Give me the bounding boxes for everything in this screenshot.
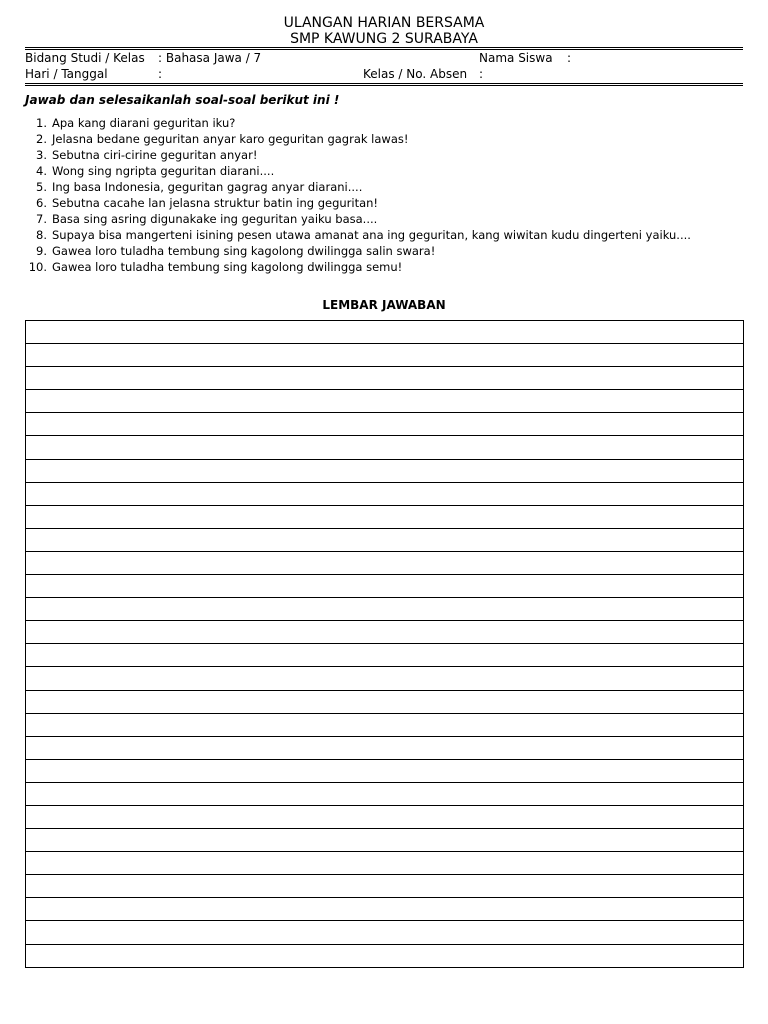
subject-label: Bidang Studi / Kelas (25, 51, 145, 65)
question-text: Gawea loro tuladha tembung sing kagolong dwilingga semu! (52, 260, 403, 274)
date-label: Hari / Tanggal (25, 67, 108, 81)
answer-line[interactable] (26, 736, 744, 759)
question-item (25, 228, 743, 244)
answer-row (26, 551, 744, 574)
question-text: Supaya bisa mangerteni isining pesen utawa amanat ana ing geguritan, kang wiwitan kudu dingerteni yaiku.... (52, 228, 691, 242)
question-item (25, 244, 743, 260)
answer-line[interactable] (26, 944, 744, 967)
answer-row (26, 875, 744, 898)
question-number: 6. (36, 196, 47, 210)
instruction-text: Jawab dan selesaikanlah soal-soal berikut ini ! (25, 93, 340, 107)
answer-row (26, 413, 744, 436)
answer-line[interactable] (26, 321, 744, 344)
header-rule-bottom (25, 83, 743, 84)
answer-row (26, 459, 744, 482)
answer-line[interactable] (26, 782, 744, 805)
question-text: Sebutna cacahe lan jelasna struktur batin ing geguritan! (52, 196, 379, 210)
answer-row (26, 852, 744, 875)
answer-line[interactable] (26, 667, 744, 690)
answer-line[interactable] (26, 898, 744, 921)
question-number: 1. (36, 116, 47, 130)
answer-row (26, 575, 744, 598)
header-rule-top-2 (25, 49, 743, 50)
question-item (25, 180, 743, 196)
answer-line[interactable] (26, 759, 744, 782)
answer-line[interactable] (26, 621, 744, 644)
answer-line[interactable] (26, 852, 744, 875)
answer-line[interactable] (26, 875, 744, 898)
answer-line[interactable] (26, 921, 744, 944)
page-title-line1: ULANGAN HARIAN BERSAMA (283, 15, 485, 31)
answer-line[interactable] (26, 459, 744, 482)
answer-row (26, 367, 744, 390)
answer-row (26, 505, 744, 528)
question-item (25, 148, 743, 164)
answer-line[interactable] (26, 436, 744, 459)
answer-row (26, 344, 744, 367)
question-number: 9. (36, 244, 47, 258)
answer-line[interactable] (26, 413, 744, 436)
question-number: 4. (36, 164, 47, 178)
question-text: Jelasna bedane geguritan anyar karo geguritan gagrak lawas! (52, 132, 409, 146)
question-number: 3. (36, 148, 47, 162)
answer-row (26, 598, 744, 621)
question-item (25, 196, 743, 212)
answer-line[interactable] (26, 575, 744, 598)
answer-row (26, 782, 744, 805)
answer-row (26, 690, 744, 713)
question-text: Apa kang diarani geguritan iku? (52, 116, 236, 130)
page-title-line2: SMP KAWUNG 2 SURABAYA (290, 31, 478, 47)
subject-value: : Bahasa Jawa / 7 (158, 51, 262, 65)
answer-line[interactable] (26, 805, 744, 828)
header-rule-bottom-2 (25, 85, 743, 86)
answer-row (26, 805, 744, 828)
answer-row (26, 390, 744, 413)
answer-row (26, 528, 744, 551)
question-number: 2. (36, 132, 47, 146)
answer-row (26, 759, 744, 782)
answer-sheet-title: LEMBAR JAWABAN (322, 298, 446, 312)
question-text: Ing basa Indonesia, geguritan gagrag anyar diarani.... (52, 180, 363, 194)
answer-row (26, 829, 744, 852)
question-text: Gawea loro tuladha tembung sing kagolong dwilingga salin swara! (52, 244, 436, 258)
answer-row (26, 713, 744, 736)
answer-line[interactable] (26, 713, 744, 736)
question-text: Wong sing ngripta geguritan diarani.... (52, 164, 275, 178)
question-text: Basa sing asring digunakake ing geguritan yaiku basa.... (52, 212, 378, 226)
answer-line[interactable] (26, 551, 744, 574)
question-number: 5. (36, 180, 47, 194)
answer-row (26, 921, 744, 944)
answer-line[interactable] (26, 390, 744, 413)
question-item (25, 260, 743, 276)
date-colon: : (158, 67, 163, 81)
answer-row (26, 621, 744, 644)
answer-line[interactable] (26, 644, 744, 667)
question-number: 10. (28, 260, 47, 274)
answer-line[interactable] (26, 367, 744, 390)
question-item (25, 164, 743, 180)
answer-line[interactable] (26, 344, 744, 367)
class-number-label: Kelas / No. Absen (363, 67, 468, 81)
answer-line[interactable] (26, 482, 744, 505)
question-item (25, 212, 743, 228)
question-text: Sebutna ciri-cirine geguritan anyar! (52, 148, 258, 162)
answer-row (26, 482, 744, 505)
question-item (25, 132, 743, 148)
question-number: 8. (36, 228, 47, 242)
answer-row (26, 944, 744, 967)
question-list (25, 116, 743, 276)
answer-line[interactable] (26, 829, 744, 852)
answer-line[interactable] (26, 505, 744, 528)
answer-row (26, 644, 744, 667)
answer-row (26, 667, 744, 690)
question-item (25, 116, 743, 132)
answer-line[interactable] (26, 690, 744, 713)
header-rule-top (25, 47, 743, 48)
answer-line[interactable] (26, 598, 744, 621)
student-name-colon: : (567, 51, 572, 65)
answer-row (26, 321, 744, 344)
answer-row (26, 898, 744, 921)
answer-line[interactable] (26, 528, 744, 551)
answer-row (26, 736, 744, 759)
answer-row (26, 436, 744, 459)
answer-table (25, 320, 744, 968)
question-number: 7. (36, 212, 47, 226)
student-name-label: Nama Siswa (479, 51, 553, 65)
class-number-colon: : (479, 67, 484, 81)
